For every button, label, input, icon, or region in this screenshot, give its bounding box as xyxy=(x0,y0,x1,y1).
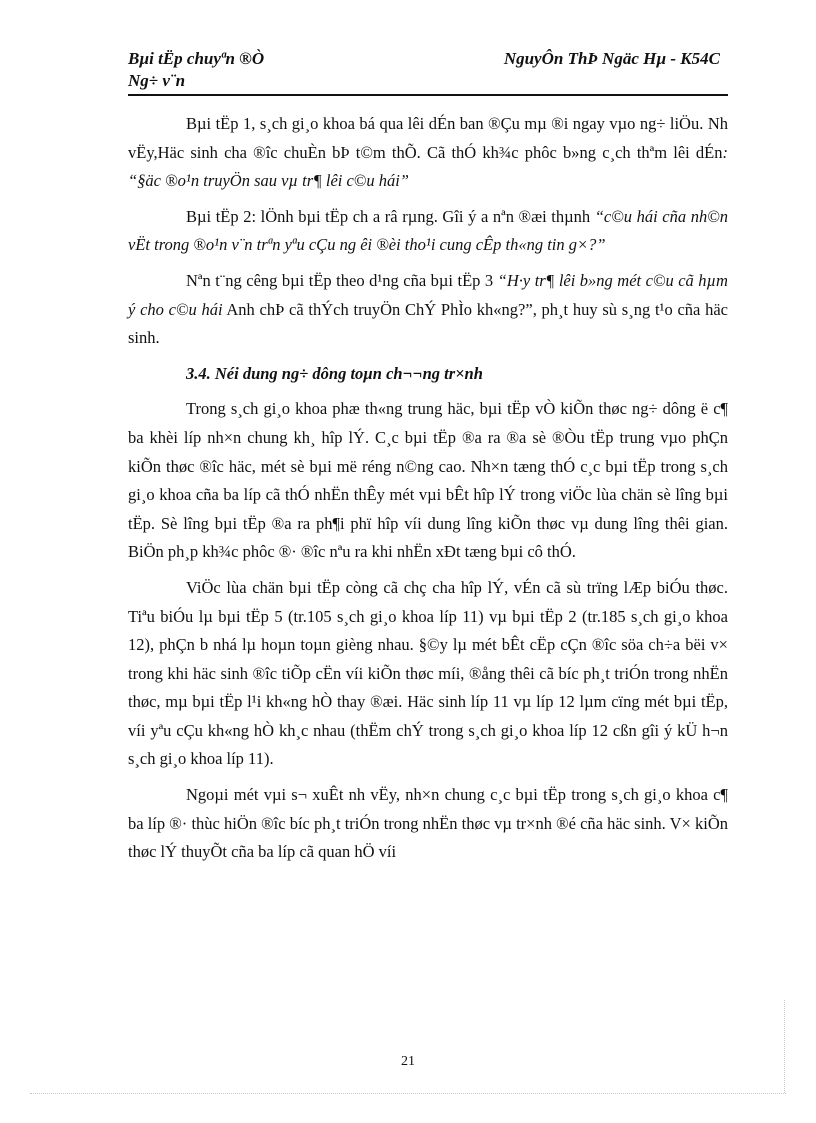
paragraph-2-quote: “c©u hái cña nh©n vËt trong ®o¹n v¨n trªn yªu cÇu ng êi ®èi tho¹i cung cÊp th«ng tin g×?” xyxy=(128,206,728,255)
paragraph-3-quote: “H·y tr¶ lêi b»ng mét c©u cã hµm ý cho c©u hái xyxy=(128,270,728,319)
paragraph-2-text: Bµi tËp 2: lÖnh bµi tËp ch a râ rµng. Gîi ý a nªn ®æi thµnh xyxy=(186,206,595,226)
side-divider xyxy=(784,1000,785,1093)
page-number: 21 xyxy=(401,1054,415,1069)
paragraph-3-text: Nªn t¨ng cêng bµi tËp theo d¹ng cña bµi tËp 3 xyxy=(186,270,498,290)
paragraph-5: ViÖc lùa chän bµi tËp còng cã chç cha hîp lÝ, vÉn cã sù trïng lÆp biÓu thøc. Tiªu biÓu lµ bµi tËp 5 (tr.105 s¸ch gi¸o khoa líp 11) vµ bµi tËp 2 (tr.185 s¸ch gi¸o khoa 12), phÇn b nhá lµ hoµn toµn gièng nhau. §©y lµ mét bÊt cËp cÇn ®îc söa ch÷a bëi v× trong khi häc sinh ®îc tiÕp cËn víi kiÕn thøc míi, ®ång thêi cã bíc ph¸t triÓn trong nhËn thøc, mµ bµi tËp l¹i kh«ng hÒ thay ®æi. Häc sinh líp 11 vµ líp 12 lµm cïng mét bµi tËp, víi yªu cÇu kh«ng hÒ kh¸c nhau (thËm chÝ trong s¸ch gi¸o khoa líp 12 cßn gîi ý kÜ h¬n s¸ch gi¸o khoa líp 11). xyxy=(128,577,728,769)
page-header xyxy=(128,48,728,96)
paragraph-4: Trong s¸ch gi¸o khoa phæ th«ng trung häc, bµi tËp vÒ kiÕn thøc ng÷ dông ë c¶ ba khèi líp nh×n chung kh¸ hîp lÝ. C¸c bµi tËp ®a ra ®a sè ®Òu tËp trung vµo phÇn kiÕn thøc ®îc häc, mét sè bµi më réng n©ng cao. Nh×n tæng thÓ c¸c bµi tËp trong s¸ch gi¸o khoa cña ba líp cã thÓ nhËn thÊy mét vµi bÊt hîp lÝ trong viÖc lùa chän sè lîng bµi tËp. Sè lîng bµi tËp ®a ra ph¶i phï hîp víi dung lîng kiÕn thøc vµ dung lîng thêi gian. BiÖn ph¸p kh¾c phôc ®· ®îc nªu ra khi nhËn xÐt tæng bµi cô thÓ. xyxy=(128,399,728,562)
document-body xyxy=(128,110,728,874)
section-heading: 3.4. Néi dung ng÷ dông toµn ch¬¬ng tr×nh xyxy=(186,363,483,383)
paragraph-1-text: Bµi tËp 1, s¸ch gi¸o khoa bá qua lêi dÉn ban ®Çu mµ ®i ngay vµo ng÷ liÖu. Nh vËy,Häc sinh cha ®îc chuÈn bÞ t©m thÕ. Cã thÓ kh¾c phôc b»ng c¸ch thªm lêi dÉn xyxy=(128,114,728,162)
header-left-line2: Ng÷ v¨n xyxy=(128,71,186,90)
footer-divider xyxy=(30,1093,786,1094)
paragraph-6: Ngoµi mét vµi s¬ xuÊt nh vËy, nh×n chung c¸c bµi tËp trong s¸ch gi¸o khoa c¶ ba líp ®· thùc hiÖn ®îc bíc ph¸t triÓn trong nhËn thøc vµ tr×nh ®é cña häc sinh. V× kiÕn thøc lÝ thuyÕt cña ba líp cã quan hÖ víi xyxy=(128,785,728,862)
paragraph-1 xyxy=(128,110,728,196)
paragraph-1-quote: : “§äc ®o¹n truyÖn sau vµ tr¶ lêi c©u hái” xyxy=(128,142,728,191)
header-left xyxy=(128,48,378,92)
paragraph-3 xyxy=(128,267,728,353)
header-right: NguyÔn ThÞ Ngäc Hµ - K54C xyxy=(503,49,720,68)
paragraph-2 xyxy=(128,203,728,260)
header-left-line1: Bµi tËp chuyªn ®Ò xyxy=(128,49,265,68)
paragraph-3-tail: Anh chÞ cã thÝch truyÖn ChÝ PhÌo kh«ng?”, ph¸t huy sù s¸ng t¹o cña häc sinh. xyxy=(128,299,728,348)
